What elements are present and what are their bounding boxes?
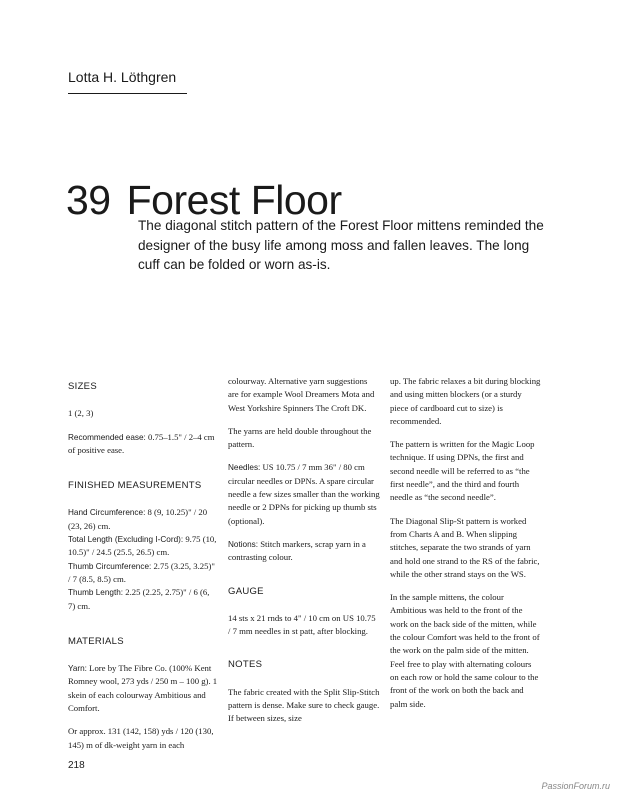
gauge-heading: GAUGE — [228, 585, 264, 597]
finished-heading: FINISHED MEASUREMENTS — [68, 480, 202, 492]
materials-heading: MATERIALS — [68, 635, 124, 647]
notes-p1-part2: up. The fabric relaxes a bit during blocking and using mitten blockers (or a sturdy piece of cardboard cut to size) is recommended. — [390, 376, 541, 426]
pattern-name: Forest Floor — [126, 177, 342, 224]
watermark: PassionForum.ru — [541, 781, 610, 791]
notions-label: Notions: — [228, 539, 259, 549]
thumb-len-label: Thumb Length: — [68, 588, 124, 598]
sizes-values: 1 (2, 3) — [68, 408, 94, 419]
needles-label: Needles: — [228, 463, 261, 473]
thumb-len-value: 2.25 (2.25, 2.75)" / 6 (6, 7) cm. — [68, 587, 210, 611]
notes-p2: The pattern is written for the Magic Loop technique. If using DPNs, the first and second needle will be referred to as “the first needle”, and the third and fourth needle as “the second needle”. — [390, 439, 535, 503]
yarn-approx-part2: colourway. Alternative yarn suggestions are for example Wool Dreamers Mota and West Yorkshire Spinners The Croft DK. — [228, 376, 375, 413]
notions-text — [228, 538, 380, 565]
yarn-value: Lore by The Fibre Co. (100% Kent Romney wool, 273 yds / 250 m – 100 g). 1 skein of each colourway Ambitious and Comfort. — [68, 663, 218, 714]
thumb-circ-label: Thumb Circumference: — [68, 561, 152, 571]
needles-text — [228, 461, 380, 527]
yarn-text — [68, 662, 218, 715]
gauge-text: 14 sts x 21 rnds to 4" / 10 cm on US 10.75 / 7 mm needles in st patt, after blocking. — [228, 612, 376, 637]
column-2 — [228, 375, 380, 726]
page-number: 218 — [68, 760, 85, 771]
finished-list — [68, 506, 218, 612]
pattern-number: 39 — [66, 177, 111, 224]
hand-value: 8 (9, 10.25)" / 20 (23, 26) cm. — [68, 507, 208, 531]
column-3 — [390, 375, 542, 721]
column-1 — [68, 380, 218, 752]
hand-label: Hand Circumference: — [68, 508, 146, 518]
yarn-approx-part1: Or approx. 131 (142, 158) yds / 120 (130, 145) m of dk-weight yarn in each — [68, 726, 214, 750]
notes-p3: The Diagonal Slip-St pattern is worked from Charts A and B. When slipping stitches, separate the two strands of yarn and hold one strand to the RS of the fabric, while the other strand stays on the WS. — [390, 515, 540, 579]
intro-paragraph: The diagonal stitch pattern of the Forest Floor mittens reminded the designer of the busy life among moss and fallen leaves. The long cuff can be folded or worn as-is. — [138, 218, 544, 272]
needles-value: US 10.75 / 7 mm 36" / 80 cm circular needles or DPNs. A spare circular needle a few sizes smaller than the working needle or 2 DPNs for picking up thumb sts (optional). — [228, 462, 380, 526]
length-value: 9.75 (10, 10.5)" / 24.5 (25.5, 26.5) cm. — [68, 534, 217, 558]
author-name: Lotta H. Löthgren — [68, 69, 187, 94]
notes-p1-part1: The fabric created with the Split Slip-Stitch pattern is dense. Make sure to check gauge. If between sizes, size — [228, 686, 380, 724]
ease-value: 0.75–1.5" / 2–4 cm of positive ease. — [68, 431, 215, 455]
length-label: Total Length (Excluding I-Cord): — [68, 535, 184, 545]
notes-heading: NOTES — [228, 659, 263, 671]
notions-value: Stitch markers, scrap yarn in a contrasting colour. — [228, 538, 366, 563]
sizes-heading: SIZES — [68, 381, 97, 392]
double-text: The yarns are held double throughout the pattern. — [228, 425, 372, 450]
thumb-circ-value: 2.75 (3.25, 3.25)" / 7 (8.5, 8.5) cm. — [68, 560, 215, 584]
ease-text — [68, 431, 218, 458]
yarn-label: Yarn: — [68, 664, 87, 674]
ease-label: Recommended ease: — [68, 432, 146, 442]
notes-p4: In the sample mittens, the colour Ambitious was held to the front of the work on the back side of the mitten, while the colour Comfort was held to the front of the work on the palm side of the mitten. Feel free to play with alternating colours on each row or hold the same colour to the front of the work on both the back and palm side. — [390, 592, 540, 709]
